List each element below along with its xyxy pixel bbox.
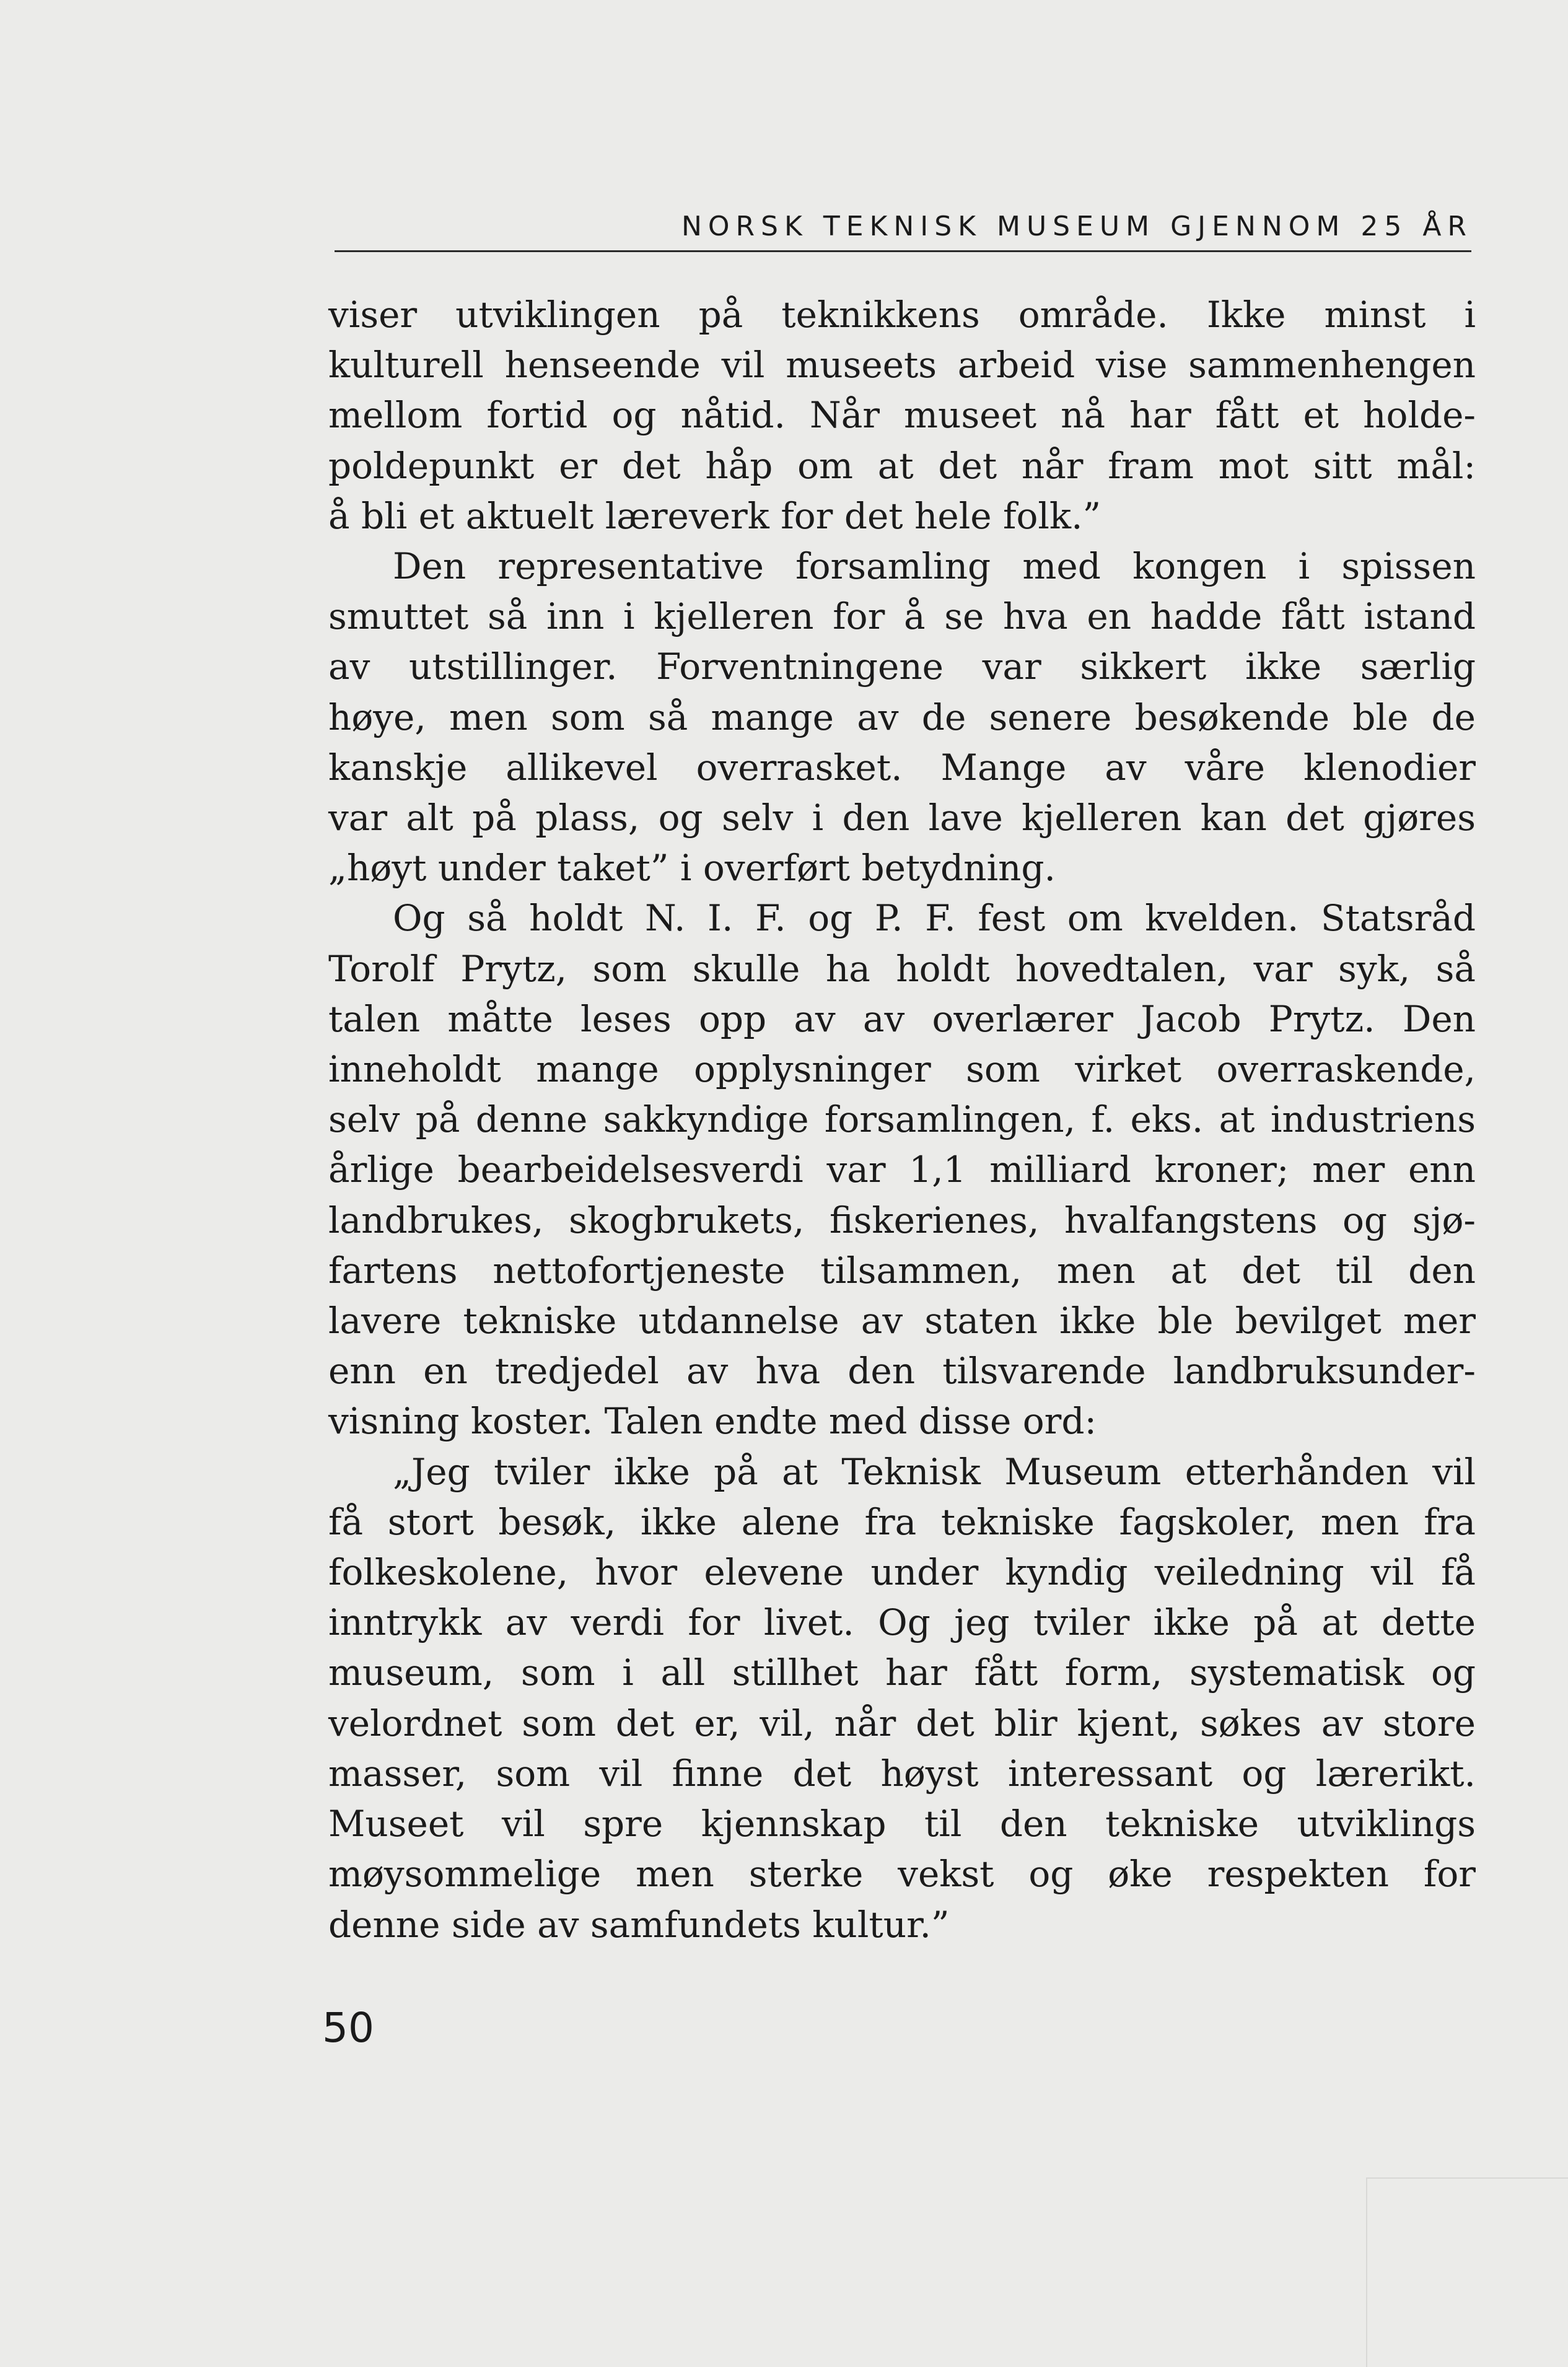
text-line: inntrykk av verdi for livet. Og jeg tviler ikke på at dette: [328, 1601, 1476, 1644]
text-line: Torolf Prytz, som skulle ha holdt hovedtalen, var syk, så: [328, 947, 1476, 990]
text-line: smuttet så inn i kjelleren for å se hva en hadde fått istand: [328, 595, 1476, 638]
text-line: enn en tredjedel av hva den tilsvarende landbruksunder-: [328, 1350, 1476, 1393]
running-head: NORSK TEKNISK MUSEUM GJENNOM 25 ÅR: [681, 211, 1473, 242]
text-line: inneholdt mange opplysninger som virket overraskende,: [328, 1048, 1476, 1091]
text-line: Den representative forsamling med kongen i spissen: [393, 545, 1476, 588]
text-line: lavere tekniske utdannelse av staten ikke ble bevilget mer: [328, 1300, 1476, 1342]
text-line: få stort besøk, ikke alene fra tekniske fagskoler, men fra: [328, 1500, 1476, 1543]
text-line: masser, som vil finne det høyst interessant og lærerikt.: [328, 1752, 1476, 1795]
paragraph-1: [328, 290, 1476, 541]
text-line: „Jeg tviler ikke på at Teknisk Museum etterhånden vil: [393, 1450, 1476, 1493]
text-line: møysommelige men sterke vekst og øke respekten for: [328, 1853, 1476, 1896]
text-line: poldepunkt er det håp om at det når fram mot sitt mål:: [328, 444, 1476, 487]
page-number: 50: [322, 2004, 374, 2052]
text-line: talen måtte leses opp av av overlærer Jacob Prytz. Den: [328, 997, 1476, 1040]
text-line: kanskje allikevel overrasket. Mange av våre klenodier: [328, 746, 1476, 789]
text-line: denne side av samfundets kultur.”: [328, 1903, 950, 1946]
text-line: visning koster. Talen endte med disse ord:: [328, 1400, 1097, 1443]
text-line: Museet vil spre kjennskap til den tekniske utviklings: [328, 1803, 1476, 1845]
text-line: landbrukes, skogbrukets, fiskerienes, hvalfangstens og sjø-: [328, 1199, 1476, 1241]
scan-edge-mark: [1366, 2177, 1568, 2179]
text-line: kulturell henseende vil museets arbeid vise sammenhengen: [328, 344, 1476, 387]
body-text: [328, 290, 1476, 1950]
text-line: „høyt under taket” i overført betydning.: [328, 847, 1056, 890]
text-line: mellom fortid og nåtid. Når museet nå har fått et holde-: [328, 394, 1476, 437]
text-line: årlige bearbeidelsesverdi var 1,1 milliard kroner; mer enn: [328, 1148, 1476, 1191]
text-line: var alt på plass, og selv i den lave kjelleren kan det gjøres: [328, 797, 1476, 839]
text-line: folkeskolene, hvor elevene under kyndig veiledning vil få: [328, 1551, 1476, 1594]
paragraph-4: [328, 1447, 1476, 1950]
text-line: fartens nettofortjeneste tilsammen, men at det til den: [328, 1249, 1476, 1292]
text-line: museum, som i all stillhet har fått form, systematisk og: [328, 1652, 1476, 1694]
text-line: velordnet som det er, vil, når det blir kjent, søkes av store: [328, 1702, 1476, 1744]
scan-edge-mark: [1366, 2177, 1367, 2367]
header-rule: [335, 250, 1471, 252]
text-line: viser utviklingen på teknikkens område. Ikke minst i: [328, 294, 1476, 336]
text-line: å bli et aktuelt læreverk for det hele folk.”: [328, 494, 1102, 537]
text-line: Og så holdt N. I. F. og P. F. fest om kvelden. Statsråd: [393, 897, 1476, 940]
paragraph-2: [328, 541, 1476, 893]
text-line: høye, men som så mange av de senere besøkende ble de: [328, 696, 1476, 738]
text-line: av utstillinger. Forventningene var sikkert ikke særlig: [328, 645, 1476, 688]
text-line: selv på denne sakkyndige forsamlingen, f. eks. at industriens: [328, 1098, 1476, 1141]
paragraph-3: [328, 893, 1476, 1446]
